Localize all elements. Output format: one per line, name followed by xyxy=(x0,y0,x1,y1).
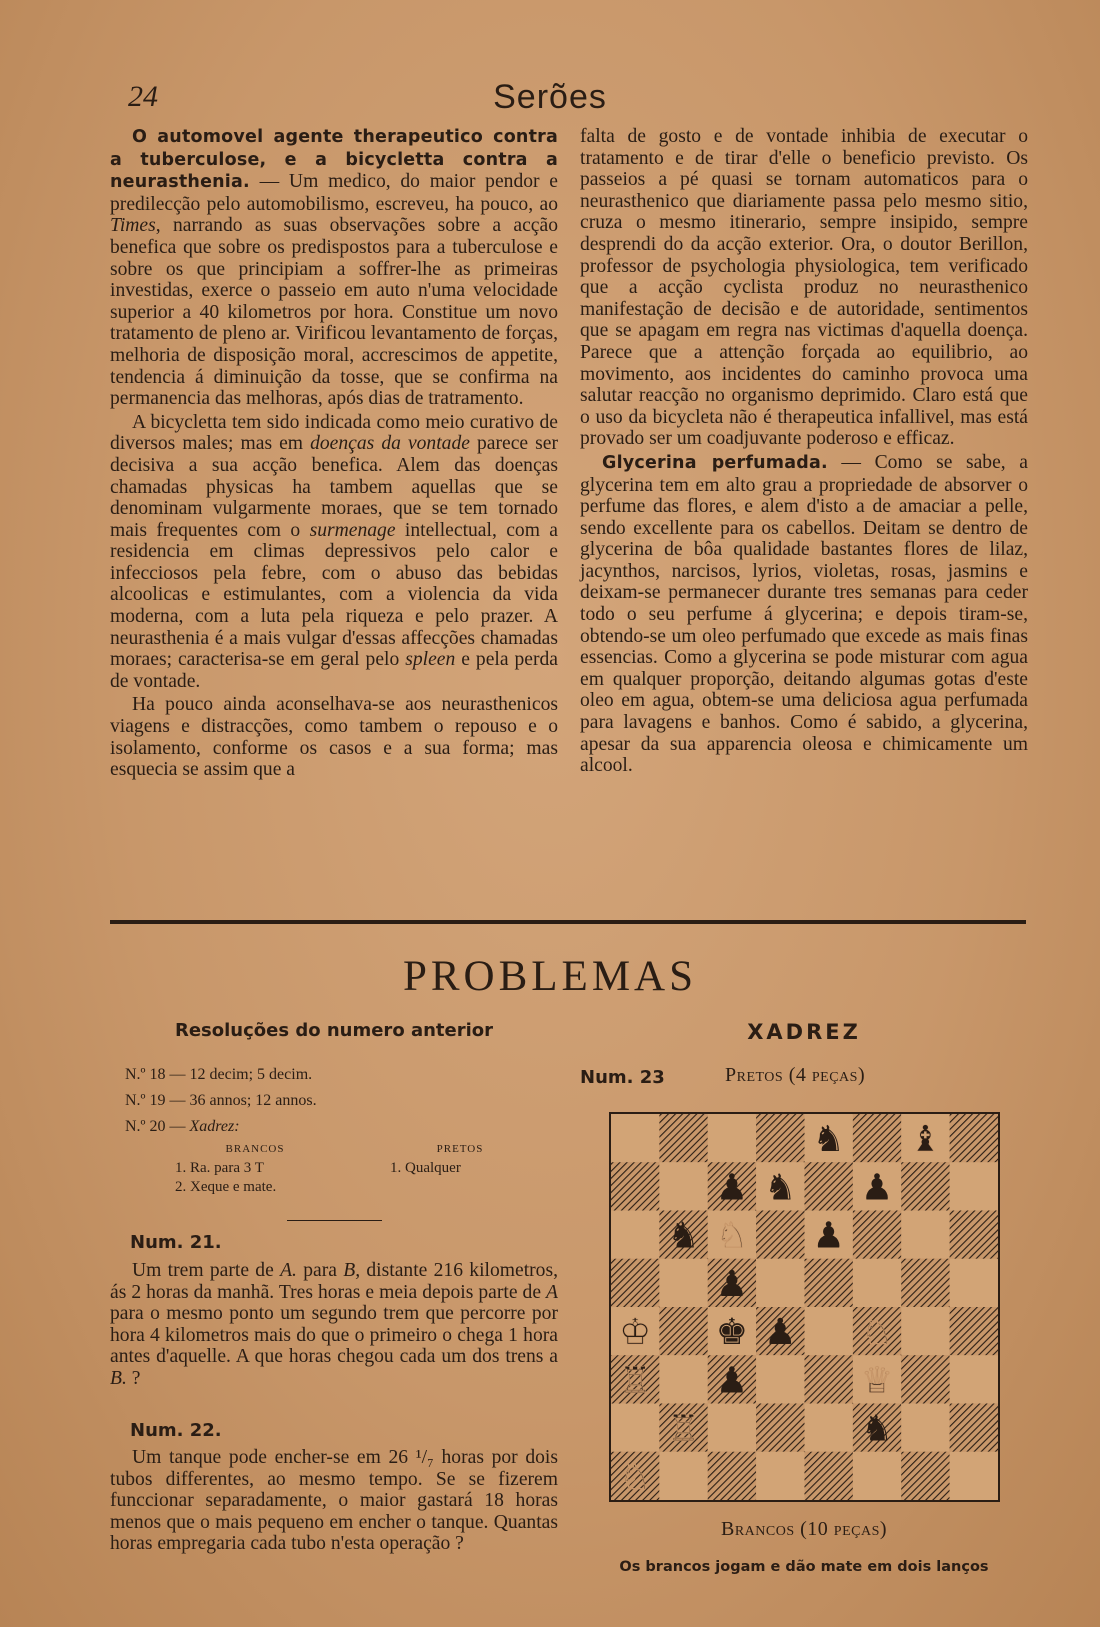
text-span: para o mesmo ponto um segundo trem que percorre por hora 4 kilometros mais do que o primeiro o chega 1 hora antes d'aquelle. A que horas chegou cada um dos trens a xyxy=(110,1303,558,1368)
dark-square xyxy=(756,1211,804,1259)
light-square xyxy=(805,1307,853,1355)
italic-span: Times xyxy=(110,215,156,237)
section-divider xyxy=(110,920,1026,924)
text-span: A bicycletta tem sido indicada como meio curativo de diversos males; mas em xyxy=(110,411,558,455)
text-span: Ha pouco ainda aconselhava-se aos neurasthenicos viagens e distracções, como tambem o repouso e o isolamento, conforme os casos e a sua forma; mas esquecia se assim que a xyxy=(110,694,558,781)
light-square xyxy=(853,1452,901,1500)
xadrez-heading: XADREZ xyxy=(747,1020,861,1044)
article-paragraph xyxy=(110,126,558,410)
light-square xyxy=(950,1355,998,1403)
chess-piece-c3: ♟ xyxy=(715,1360,749,1402)
move-line: 1. Qualquer xyxy=(390,1160,461,1176)
light-square xyxy=(950,1452,998,1500)
chess-piece-d7: ♞ xyxy=(764,1167,797,1209)
text-span: intellectual, com a residencia em climas depressivos pelo calor e infecciosos pela febre, com o abuso das bebidas alcoolicas e estimulantes, com a violencia da vida moderna, com a luta pela riqueza e pelo prazer. A neurasthenia é a mais vulgar d'essas affecções chamadas moraes; caracterisa-se em geral pelo xyxy=(110,519,558,671)
light-square xyxy=(659,1355,707,1403)
chess-piece-c6: ♘ xyxy=(715,1215,749,1257)
italic-span: A. xyxy=(280,1260,297,1281)
article-heading: Glycerina perfumada. xyxy=(602,452,828,473)
light-square xyxy=(659,1452,707,1500)
pretos-label: PRETOS xyxy=(436,1143,484,1155)
dark-square xyxy=(950,1307,998,1355)
light-square xyxy=(611,1404,659,1452)
chess-board-svg xyxy=(611,1114,998,1500)
dark-square xyxy=(805,1162,853,1210)
brancos-caption: Brancos (10 peças) xyxy=(720,1518,888,1540)
chess-piece-f4: ♘ xyxy=(860,1312,894,1354)
dark-square xyxy=(611,1162,659,1210)
light-square xyxy=(708,1404,756,1452)
text-span: — Como se sabe, a glycerina tem em alto grau a propriedade de absorver o perfume das flores, e alem d'isto a de amaciar a pelle, sendo excellente para os cabellos. Deitam se dentro de glycerina de bôa qualidade bastantes flores de lilaz, jacynthos, narcisos, lyrios, violetas, rosas, jasmins e deixam-se permanecer durante tres semanas para ceder todo o seu perfume á glycerina; e depois tiram-se, obtendo-se um oleo perfumado que excede as mais finas essencias. Como a glycerina se pode misturar com agua em qualquer proporção, deitando algumas gotas d'este oleo em agua, obtem-se uma deliciosa agua perfumada para lavagens e banhos. Como é sabido, a glycerina, apesar da sua apparencia oleosa e chimicamente um alcool. xyxy=(580,451,1028,777)
article-paragraph xyxy=(580,452,1028,777)
italic-span: A xyxy=(546,1281,558,1303)
text-span: ? xyxy=(126,1367,141,1389)
light-square xyxy=(901,1211,949,1259)
italic-span: spleen xyxy=(405,649,456,671)
light-square xyxy=(950,1162,998,1210)
num23-heading: Num. 23 xyxy=(580,1067,665,1088)
light-square xyxy=(756,1259,804,1307)
dark-square xyxy=(659,1307,707,1355)
dark-square xyxy=(950,1211,998,1259)
chess-piece-d4: ♟ xyxy=(764,1312,797,1354)
pretos-moves xyxy=(390,1140,530,1178)
brancos-moves xyxy=(175,1140,335,1197)
dark-square xyxy=(708,1452,756,1500)
article-left-column xyxy=(110,126,558,781)
page-title: Serões xyxy=(493,78,607,116)
text-span: parece ser decisiva a sua acção benefica. Alem das doenças chamadas physicas ha tambem aquellas que se denominam vulgarmente moraes, que se tem tornado mais frequentes com o xyxy=(110,433,558,541)
dark-square xyxy=(853,1114,901,1162)
resolucoes-heading: Resoluções do numero anterior xyxy=(174,1020,494,1041)
text-span: — Um medico, do maior pendor e predilecção pelo automobilismo, escreveu, ha pouco, ao xyxy=(110,171,558,215)
dark-square xyxy=(950,1114,998,1162)
light-square xyxy=(950,1259,998,1307)
light-square xyxy=(805,1404,853,1452)
text-span: N.º 20 — xyxy=(125,1118,190,1135)
article-paragraph xyxy=(110,694,558,780)
article-right-column xyxy=(580,126,1028,777)
italic-span: B. xyxy=(110,1367,127,1389)
light-square xyxy=(756,1452,804,1500)
chess-board xyxy=(609,1112,1000,1502)
chess-piece-e6: ♟ xyxy=(812,1215,845,1257)
num21-heading: Num. 21. xyxy=(130,1232,222,1253)
dark-square xyxy=(756,1404,804,1452)
text-span: falta de gosto e de vontade inhibia de executar o tratamento e de tirar d'elle o beneficio previsto. Os passeios a pé quasi se tornam automaticos para o neurasthenico que diariamente passa pelo mesmo sitio, cruza o mesmo itinerario, sempre insipido, sempre desprendi do da acção exterior. Ora, o doutor Berillon, professor de psychologia physiologica, tem verificado que a acção cyclista produz no neurasthenico manifestação de decisão e de autoridade, sentimentos que se apagam em regra nas victimas d'aquella doença. Parece que a attenção forçada ao equilibrio, ao movimento, aos incidentes do caminho provoca uma salutar reacção no organismo deprimido. Claro está que o uso da bicycleta não é therapeutica infallivel, mas está provado ser um coadjuvante poderoso e efficaz. xyxy=(580,126,1028,450)
italic-span: doenças da vontade xyxy=(310,433,470,455)
move-line: 2. Xeque e mate. xyxy=(175,1179,277,1195)
text-span: e pela perda de vontade. xyxy=(110,649,559,692)
light-square xyxy=(659,1162,707,1210)
resolucoes-list xyxy=(125,1062,317,1140)
article-heading: O automovel agente therapeutico contra a tuberculose, e a bicycletta contra a neurasthenia. xyxy=(110,127,558,193)
chess-piece-a1: ♘ xyxy=(619,1456,652,1498)
pretos-caption: Pretos (4 peças) xyxy=(725,1064,866,1086)
chess-piece-c5: ♟ xyxy=(715,1263,749,1305)
light-square xyxy=(659,1259,707,1307)
light-square xyxy=(756,1355,804,1403)
light-square xyxy=(611,1211,659,1259)
dark-square xyxy=(901,1162,949,1210)
chess-piece-a4: ♔ xyxy=(619,1312,652,1354)
dark-square xyxy=(901,1259,949,1307)
brancos-label: BRANCOS xyxy=(225,1143,285,1155)
problem-paragraph xyxy=(110,1260,558,1390)
italic-span: B, xyxy=(343,1260,361,1281)
chess-piece-f2: ♞ xyxy=(860,1408,894,1450)
text-span: distante 216 kilometros, ás 2 horas da manhã. Tres horas e meia depois parte de xyxy=(110,1260,558,1303)
italic-span: Xadrez: xyxy=(189,1118,240,1135)
chess-instruction: Os brancos jogam e dão mate em dois lanços xyxy=(619,1559,989,1575)
chess-piece-c7: ♟ xyxy=(715,1167,749,1209)
dark-square xyxy=(611,1259,659,1307)
dark-square xyxy=(901,1355,949,1403)
article-paragraph xyxy=(580,126,1028,450)
page-number: 24 xyxy=(128,80,158,113)
dark-square xyxy=(901,1452,949,1500)
short-divider xyxy=(287,1220,382,1221)
dark-square xyxy=(853,1211,901,1259)
dark-square xyxy=(756,1114,804,1162)
text-span: para xyxy=(296,1260,344,1281)
num22-text xyxy=(110,1447,558,1555)
light-square xyxy=(901,1307,949,1355)
light-square xyxy=(611,1114,659,1162)
chess-piece-f7: ♟ xyxy=(860,1167,894,1209)
chess-piece-c4: ♚ xyxy=(715,1312,749,1354)
light-square xyxy=(853,1259,901,1307)
article-paragraph xyxy=(110,412,558,693)
num21-text xyxy=(110,1260,558,1390)
dark-square xyxy=(659,1114,707,1162)
dark-square xyxy=(805,1452,853,1500)
resolucao-20 xyxy=(125,1114,317,1140)
text-span: , narrando as suas observações sobre a acção benefica que sobre os predispostos para a tuberculose e sobre os que principiam a soffrer-lhe as primeiras investidas, exerce o passeio em auto n'uma velocidade superior a 40 kilometros por hora. Constitue um novo tratamento de pleno ar. Virificou levantamento de forças, melhoria de disposição moral, accrescimos de appetite, tendencia á diminuição da tosse, que se confirma na permanencia das melhoras, após dias de tratramento. xyxy=(110,215,558,410)
light-square xyxy=(901,1404,949,1452)
chess-piece-b6: ♞ xyxy=(667,1215,700,1257)
dark-square xyxy=(950,1404,998,1452)
num22-heading: Num. 22. xyxy=(130,1420,222,1441)
dark-square xyxy=(805,1355,853,1403)
chess-piece-g8: ♝ xyxy=(909,1119,942,1161)
chess-piece-a3: ♖ xyxy=(619,1360,652,1402)
text-span: Um tanque pode encher-se em 26 ¹/₇ horas por dois tubos differentes, ao mesmo tempo. Se se fizerem funccionar separadamente, o maior gastará 18 horas menos que o mais pequeno em encher o tanque. Quantas horas empregaria cada tubo n'esta operação ? xyxy=(110,1447,558,1555)
resolucao-18: N.º 18 — 12 decim; 5 decim. xyxy=(125,1066,313,1083)
chess-piece-b2: ♖ xyxy=(667,1408,700,1450)
text-span: Um trem parte de xyxy=(132,1260,281,1281)
problemas-title: PROBLEMAS xyxy=(402,953,698,1000)
dark-square xyxy=(805,1259,853,1307)
problem-paragraph xyxy=(110,1447,558,1555)
chess-piece-f3: ♕ xyxy=(860,1360,894,1402)
italic-span: surmenage xyxy=(309,519,396,541)
chess-piece-e8: ♞ xyxy=(812,1119,845,1161)
move-line: 1. Ra. para 3 T xyxy=(175,1160,264,1176)
resolucao-19: N.º 19 — 36 annos; 12 annos. xyxy=(125,1092,317,1109)
light-square xyxy=(708,1114,756,1162)
